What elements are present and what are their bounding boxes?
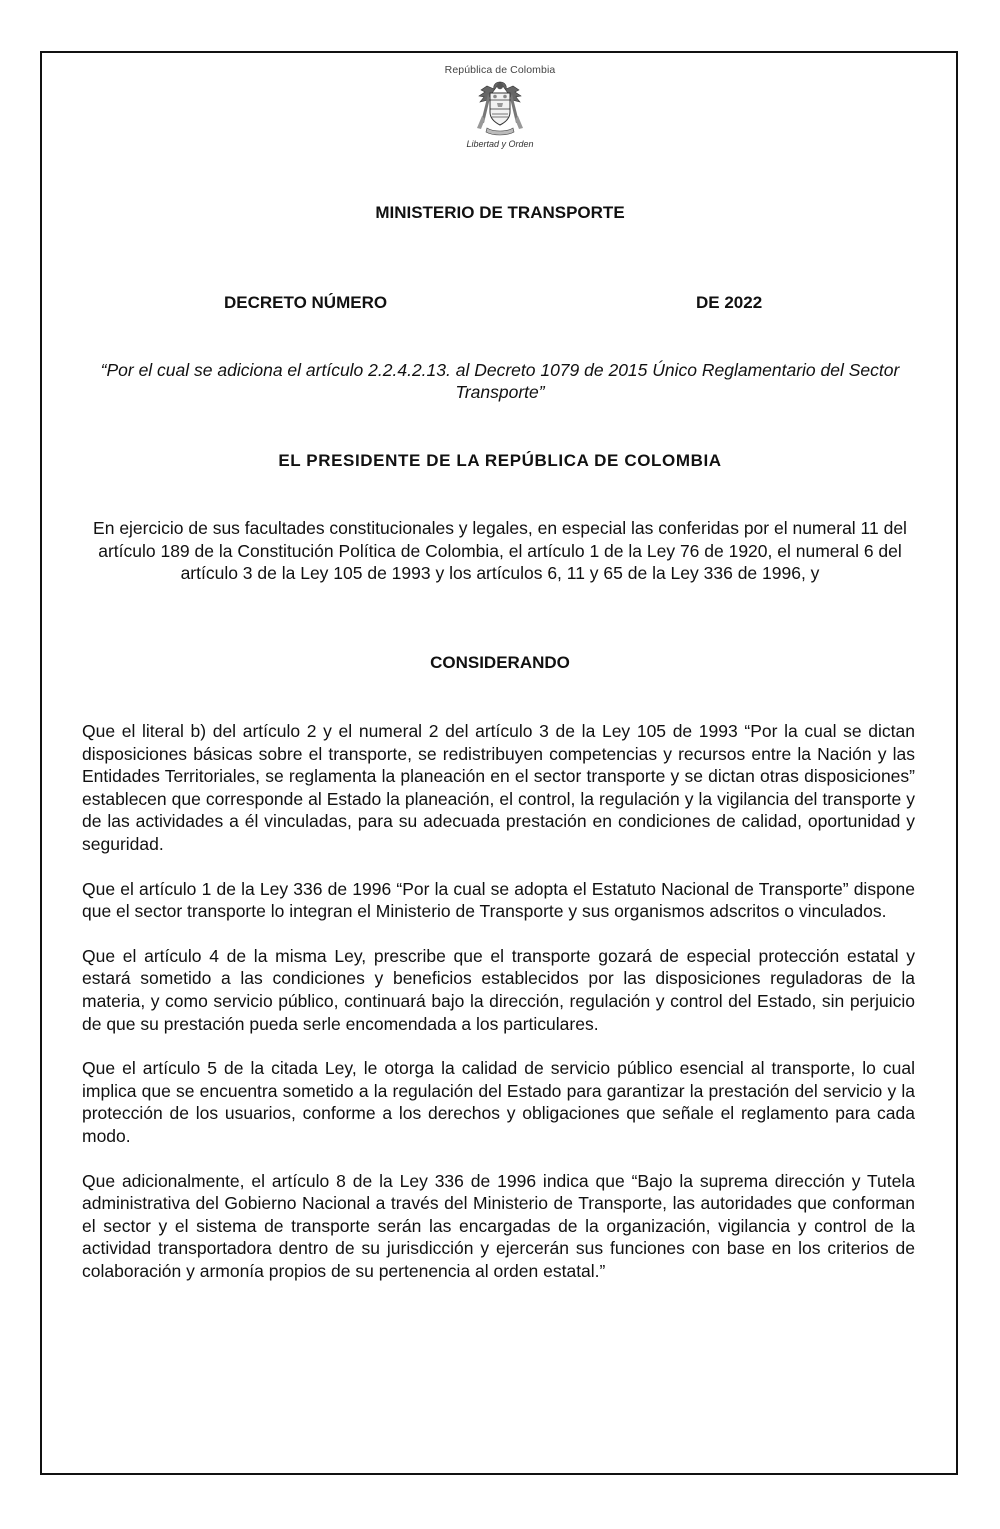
decree-subtitle: “Por el cual se adiciona el artículo 2.2.4.2.13. al Decreto 1079 de 2015 Único Reglamentario del Sector Transporte” xyxy=(100,360,900,402)
decree-year-label: DE 2022 xyxy=(696,293,763,312)
considerando-paragraph: Que el literal b) del artículo 2 y el numeral 2 del artículo 3 de la Ley 105 de 1993 “Por la cual se dictan disposiciones básicas sobre el transporte, se redistribuyen competencias y recursos entre la Nación y las Entidades Territoriales, se reglamenta la planeación en el sector transporte y se dictan otras disposiciones” establecen que corresponde al Estado la planeación, el control, la regulación y la vigilancia del transporte y de las actividades a él vinculadas, para su adecuada prestación en condiciones de calidad, oportunidad y seguridad. xyxy=(82,721,915,854)
president-title: EL PRESIDENTE DE LA REPÚBLICA DE COLOMBIA xyxy=(278,451,722,470)
seal-caption-bottom: Libertad y Orden xyxy=(466,139,534,149)
considerando-paragraph: Que adicionalmente, el artículo 8 de la Ley 336 de 1996 indica que “Bajo la suprema dirección y Tutela administrativa del Gobierno Nacional a través del Ministerio de Transporte, las autoridades que conforman el sector y el sistema de transporte serán las encargadas de la organización, vigilancia y control de la actividad transportadora dentro de su jurisdicción y ejercerán sus funciones con base en los criterios de colaboración y armonía propios de su pertenencia al orden estatal.” xyxy=(82,1170,915,1281)
ministry-title: MINISTERIO DE TRANSPORTE xyxy=(375,203,625,222)
considerando-paragraph: Que el artículo 4 de la misma Ley, prescribe que el transporte gozará de especial protección estatal y estará sometido a las condiciones y beneficios establecidos por las disposiciones reguladoras de la materia, y como servicio público, continuará bajo la dirección, regulación y control del Estado, sin perjuicio de que su prestación pueda serle encomendada a los particulares. xyxy=(82,945,915,1034)
considerando-title: CONSIDERANDO xyxy=(430,653,570,672)
considerando-paragraph: Que el artículo 1 de la Ley 336 de 1996 “Por la cual se adopta el Estatuto Nacional de Transporte” dispone que el sector transporte lo integran el Ministerio de Transporte y sus organismos adscritos o vinculados. xyxy=(82,878,915,922)
considerando-paragraph: Que el artículo 5 de la citada Ley, le otorga la calidad de servicio público esencial al transporte, lo cual implica que se encuentra sometido a la regulación del Estado para garantizar la prestación del servicio y la protección de los usuarios, conforme a los derechos y obligaciones que señale el reglamento para cada modo. xyxy=(82,1058,915,1146)
decree-number-label: DECRETO NÚMERO xyxy=(224,293,388,312)
coat-of-arms-icon xyxy=(473,78,527,140)
considerando-body xyxy=(82,720,915,1304)
exercise-paragraph: En ejercicio de sus facultades constitucionales y legales, en especial las conferidas por el numeral 11 del artículo 189 de la Constitución Política de Colombia, el artículo 1 de la Ley 76 de 1920, el numeral 6 del artículo 3 de la Ley 105 de 1993 y los artículos 6, 11 y 65 de la Ley 336 de 1996, y xyxy=(93,518,907,583)
seal-caption-top: República de Colombia xyxy=(444,64,556,76)
decree-header xyxy=(0,293,1000,315)
header-seal xyxy=(0,64,1000,149)
